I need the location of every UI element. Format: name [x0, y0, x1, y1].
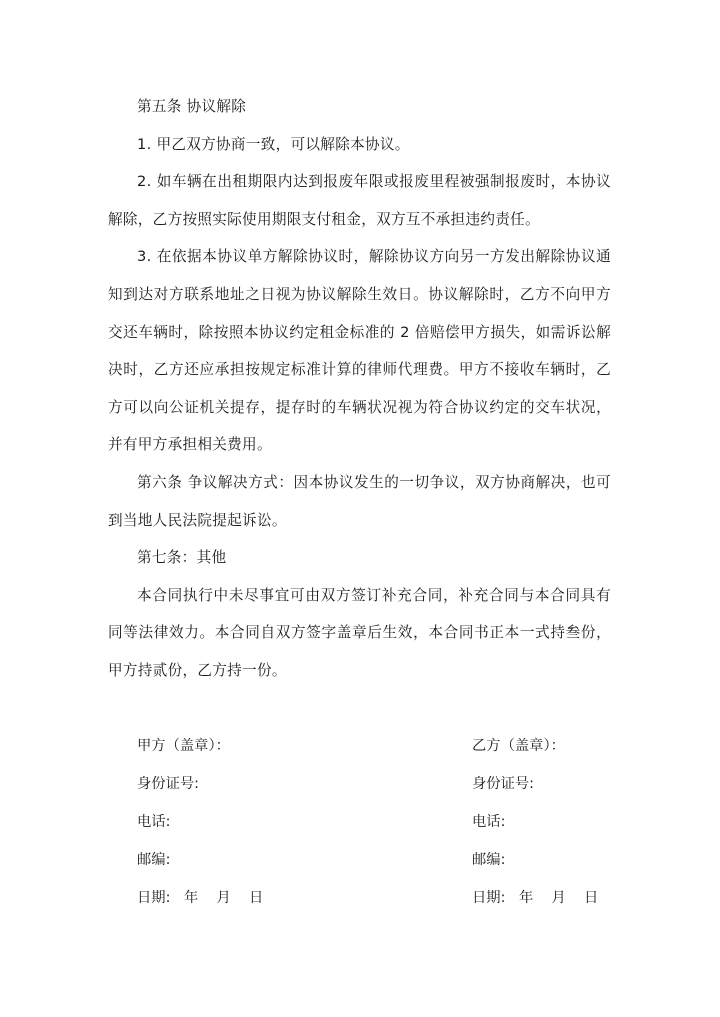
party-a-id-label: 身份证号:: [137, 776, 200, 792]
party-a-date-label: 日期: 年 月 日: [137, 890, 264, 906]
party-b-postcode-label: 邮编:: [472, 852, 506, 868]
party-b-signature-block: [472, 730, 598, 920]
article-7-other-terms: 本合同执行中未尽事宜可由双方签订补充合同，补充合同与本合同具有同等法律效力。本合同自双方签字盖章后生效，本合同书正本一式持叁份，甲方持贰份，乙方持一份。: [108, 586, 611, 679]
party-b-date-label: 日期: 年 月 日: [472, 890, 599, 906]
party-b-id-label: 身份证号:: [472, 776, 535, 792]
party-a-signature-block: [137, 730, 263, 920]
party-b-phone-label: 电话:: [472, 814, 506, 830]
article-5-clause-2: 2. 如车辆在出租期限内达到报废年限或报废里程被强制报废时，本协议解除，乙方按照实际使用期限支付租金，双方互不承担违约责任。: [108, 173, 611, 228]
contract-body: [108, 88, 611, 690]
party-a-phone-label: 电话:: [137, 814, 171, 830]
party-a-seal-label: 甲方（盖章）：: [137, 738, 230, 754]
article-5-clause-1: 1. 甲乙双方协商一致，可以解除本协议。: [137, 135, 410, 153]
article-5-heading: 第五条 协议解除: [137, 98, 247, 115]
article-6-dispute-resolution: 第六条 争议解决方式：因本协议发生的一切争议，双方协商解决，也可到当地人民法院提起诉讼。: [108, 473, 611, 529]
party-a-postcode-label: 邮编:: [137, 852, 171, 868]
party-b-seal-label: 乙方（盖章）：: [472, 738, 565, 754]
article-5-clause-3: 3. 在依据本协议单方解除协议时，解除协议方向另一方发出解除协议通知到达对方联系地址之日视为协议解除生效日。协议解除时，乙方不向甲方交还车辆时，除按照本协议约定租金标准的 2 倍赔偿甲方损失，如需诉讼解决时，乙方还应承担按规定标准计算的律师代理费。甲方不接收车辆时，乙方可以向公证机关提存，提存时的车辆状况视为符合协议约定的交车状况，并有甲方承担相关费用。: [108, 248, 611, 454]
article-7-heading: 第七条：其他: [137, 549, 227, 567]
